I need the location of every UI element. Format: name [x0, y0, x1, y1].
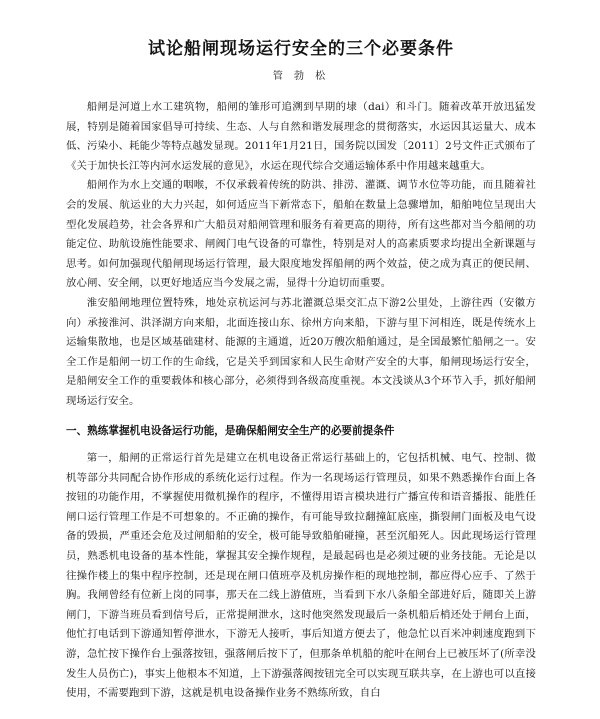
- paper-author: 管 勃 松: [272, 71, 330, 82]
- body-paragraph-2: 船闸作为水上交通的咽喉，不仅承载着传统的防洪、排涝、灌溉、调节水位等功能，而且随着社会的发展、航运业的大力兴起，如何适应当下新常态下，船舶在数量上急骤增加，船舶吨位呈现出大型化发展趋势，社会各界和广大船员对船闸管理和服务有着更高的期待，所有这些都对当今船闸的功能定位、助航设施性能要求、闸阀门电气设备的可靠性，特别是对人的高素质要求均提出全新课题与思考。如何加强现代船闸现场运行管理，最大限度地发挥船闸的两个效益，使之成为真正的便民闸、放心闸、安全闸，以更好地适应当今发展之需，显得十分迫切而重要。: [66, 179, 536, 290]
- paper-title: 试论船闸现场运行安全的三个必要条件: [148, 39, 454, 59]
- section-heading-1: 一、熟练掌握机电设备运行功能，是确保船闸安全生产的必要前提条件: [66, 424, 395, 437]
- body-paragraph-1: 船闸是河道上水工建筑物，船闸的雏形可追溯到早期的埭（dai）和斗门。随着改革开放迅猛发展，特别是随着国家倡导可持续、生态、人与自然和谐发展理念的贯彻落实，水运因其运量大、成本低、污染小、耗能少等特点越发显现。2011年1月21日，国务院以国发〔2011〕2号文件正式颁布了《关于加快长江等内河水运发展的意见》，水运在现代综合交通运输体系中作用越来越重大。: [66, 101, 536, 172]
- section-1-paragraph: 第一，船闸的正常运行首先是建立在机电设备正常运行基础上的，它包括机械、电气、控制、微机等部分共同配合协作形成的系统化运行过程。作为一名现场运行管理员，如果不熟悉操作台面上各按钮的功能作用，不掌握使用微机操作的程序，不懂得用语言模块进行广播宣传和语音播报、能胜任闸口运行管理工作是不可想象的。不正确的操作，有可能导致拉翻撞缸底座，撕裂闸门面板及电气设备的毁损，严重还会危及过闸船舶的安全，极可能导致船舶碰撞，甚至沉船死人。因此现场运行管理员，熟悉机电设备的基本性能，掌握其安全操作规程，是最起码也是必须过硬的业务技能。无论是以往操作楼上的集中程序控制，还是现在闸口值班亭及机房操作柜的现地控制，都应得心应手、了然于胸。我闸曾经有位新上岗的同事，那天在二线上游值班，当看到下水八条船全部进好后，随即关上游闸门，下游当班员看到信号后，正常提闸泄水，这时他突然发现最后一条机船后梢还处于闸台上面，他忙打电话到下游通知暂停泄水，下游无人接听，事后知道方便去了，他急忙以百米冲刺速度跑到下游，急忙按下操作台上强落按钮，强落闸后按下了，但那条单机船的舵叶在闸台上已被压坏了(所幸没发生人员伤亡)，事实上他根本不知道，上下游强落阀按钮完全可以实现互联共享，在上游也可以直接使用，不需要跑到下游，这就是机电设备操作业务不熟练所致，自白: [66, 452, 536, 700]
- body-paragraph-3: 淮安船闸地理位置特殊，地处京杭运河与苏北灌溉总渠交汇点下游2公里处，上游往西（安徽方向）承接淮河、洪泽湖方向来船，北面连接山东、徐州方向来船，下游与里下河相连，既是传统水上运输集散地，也是区域基础建材、能源的主通道，近20万艘次船舶通过，是全国最繁忙船闸之一。安全工作是船闸一切工作的生命线，它是关乎到国家和人民生命财产安全的大事，船闸现场运行安全，是船闸安全工作的重要载体和核心部分，必须得到各级高度重视。本文浅谈从3个环节入手，抓好船闸现场运行安全。: [66, 296, 536, 407]
